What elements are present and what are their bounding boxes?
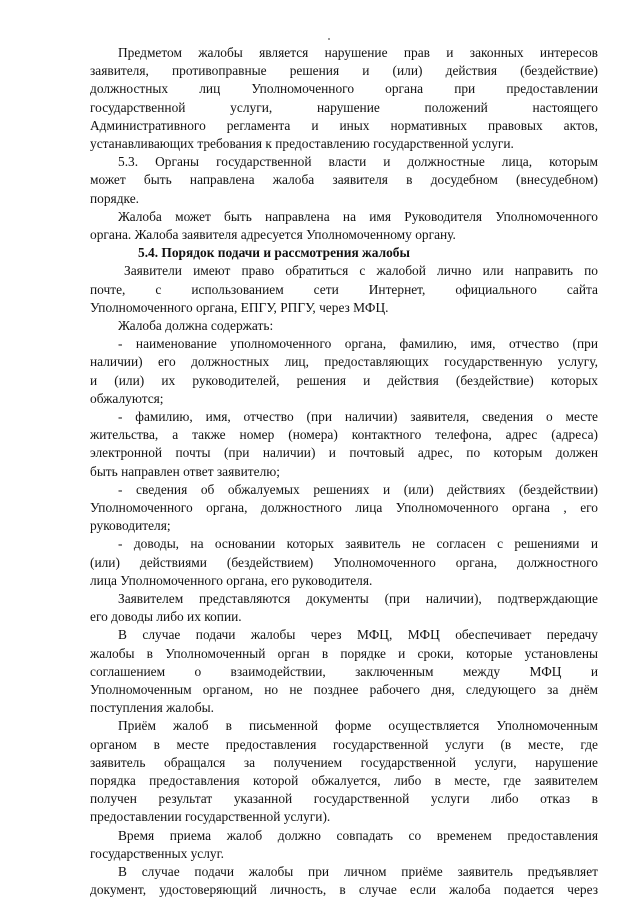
text-line: - наименование уполномоченного органа, фамилию, имя, отчество (при xyxy=(118,336,598,352)
text-line: и (или) их руководителей, решения и действия (бездействие) которых xyxy=(90,372,598,388)
text-line: Жалоба может быть направлена на имя Руководителя Уполномоченного xyxy=(118,208,598,224)
text-line: быть направлен ответ заявителю; xyxy=(90,463,280,479)
text-line: заявителя, противоправные решения и (или) действия (бездействие) xyxy=(90,63,598,79)
text-line: документ, удостоверяющий личность, в случае если жалоба подается через xyxy=(90,882,598,898)
text-line: порядке. xyxy=(90,190,139,206)
scan-speck xyxy=(328,38,330,40)
text-line: его доводы либо их копии. xyxy=(90,609,242,625)
text-line: Административного регламента и иных нормативных правовых актов, xyxy=(90,117,598,133)
text-line: органа. Жалоба заявителя адресуется Уполномоченному органу. xyxy=(90,227,456,242)
text-line: Уполномоченного органа, должностного лица Уполномоченного органа , его xyxy=(90,500,598,515)
text-line: В случае подачи жалобы через МФЦ, МФЦ обеспечивает передачу xyxy=(118,627,598,643)
text-line: лица Уполномоченного органа, его руководителя. xyxy=(90,572,373,588)
text-line: Уполномоченным органом, но не позднее рабочего дня, следующего за днём xyxy=(90,682,598,697)
text-line: (или) действиями (бездействием) Уполномоченного органа, должностного xyxy=(90,554,598,570)
text-line: заявитель обращался за получением государственной услуги, нарушение xyxy=(90,754,598,770)
text-line: обжалуются; xyxy=(90,390,164,406)
text-line: Жалоба должна содержать: xyxy=(118,318,274,333)
text-line: поступления жалобы. xyxy=(90,700,214,716)
text-line: наличии) его должностных лиц, предоставляющих государственную услугу, xyxy=(90,354,598,370)
text-line: - сведения об обжалуемых решениях и (или) действиях (бездействии) xyxy=(118,481,598,497)
text-line: Приём жалоб в письменной форме осуществляется Уполномоченным xyxy=(118,718,598,734)
text-line: государственной услуги, нарушение положений настоящего xyxy=(90,99,598,115)
text-line: соглашением о взаимодействии, заключенным между МФЦ и xyxy=(90,663,598,679)
text-line: - доводы, на основании которых заявитель не согласен с решениями и xyxy=(118,536,598,552)
text-line: Уполномоченного органа, ЕПГУ, РПГУ, через МФЦ. xyxy=(90,299,389,315)
text-line: - фамилию, имя, отчество (при наличии) заявителя, сведения о месте xyxy=(118,409,598,424)
text-line: предоставлении государственной услуги). xyxy=(90,809,331,825)
text-line: порядка предоставления которой обжалуется, либо в месте, где заявителем xyxy=(90,773,598,788)
text-line: получен результат указанной государственной услуги либо отказ в xyxy=(90,791,598,807)
text-line: 5.3. Органы государственной власти и должностные лица, которым xyxy=(118,154,598,170)
text-line: органом в месте предоставления государственной услуги (в месте, где xyxy=(90,736,598,752)
text-line: жительства, а также номер (номера) контактного телефона, адрес (адреса) xyxy=(90,427,598,443)
text-line: устанавливающих требования к предоставлению государственной услуги. xyxy=(90,136,514,151)
section-heading: 5.4. Порядок подачи и рассмотрения жалобы xyxy=(138,245,410,261)
text-line: В случае подачи жалобы при личном приёме заявитель предъявляет xyxy=(118,864,598,879)
text-line: Заявителем представляются документы (при наличии), подтверждающие xyxy=(118,591,598,606)
text-line: жалобы в Уполномоченный орган в порядке и сроки, которые установлены xyxy=(90,645,598,661)
text-line: Предметом жалобы является нарушение прав и законных интересов xyxy=(118,45,598,60)
text-line: руководителя; xyxy=(90,518,171,534)
text-line: почте, с использованием сети Интернет, официального сайта xyxy=(90,281,598,297)
text-line: может быть направлена жалоба заявителя в досудебном (внесудебном) xyxy=(90,172,598,188)
text-line: Заявители имеют право обратиться с жалобой лично или направить по xyxy=(124,263,598,279)
text-line: государственных услуг. xyxy=(90,845,224,861)
text-line: должностных лиц Уполномоченного органа при предоставлении xyxy=(90,81,598,97)
text-line: электронной почты (при наличии) и почтовый адрес, по которым должен xyxy=(90,445,598,461)
text-line: Время приема жалоб должно совпадать со временем предоставления xyxy=(118,827,598,843)
